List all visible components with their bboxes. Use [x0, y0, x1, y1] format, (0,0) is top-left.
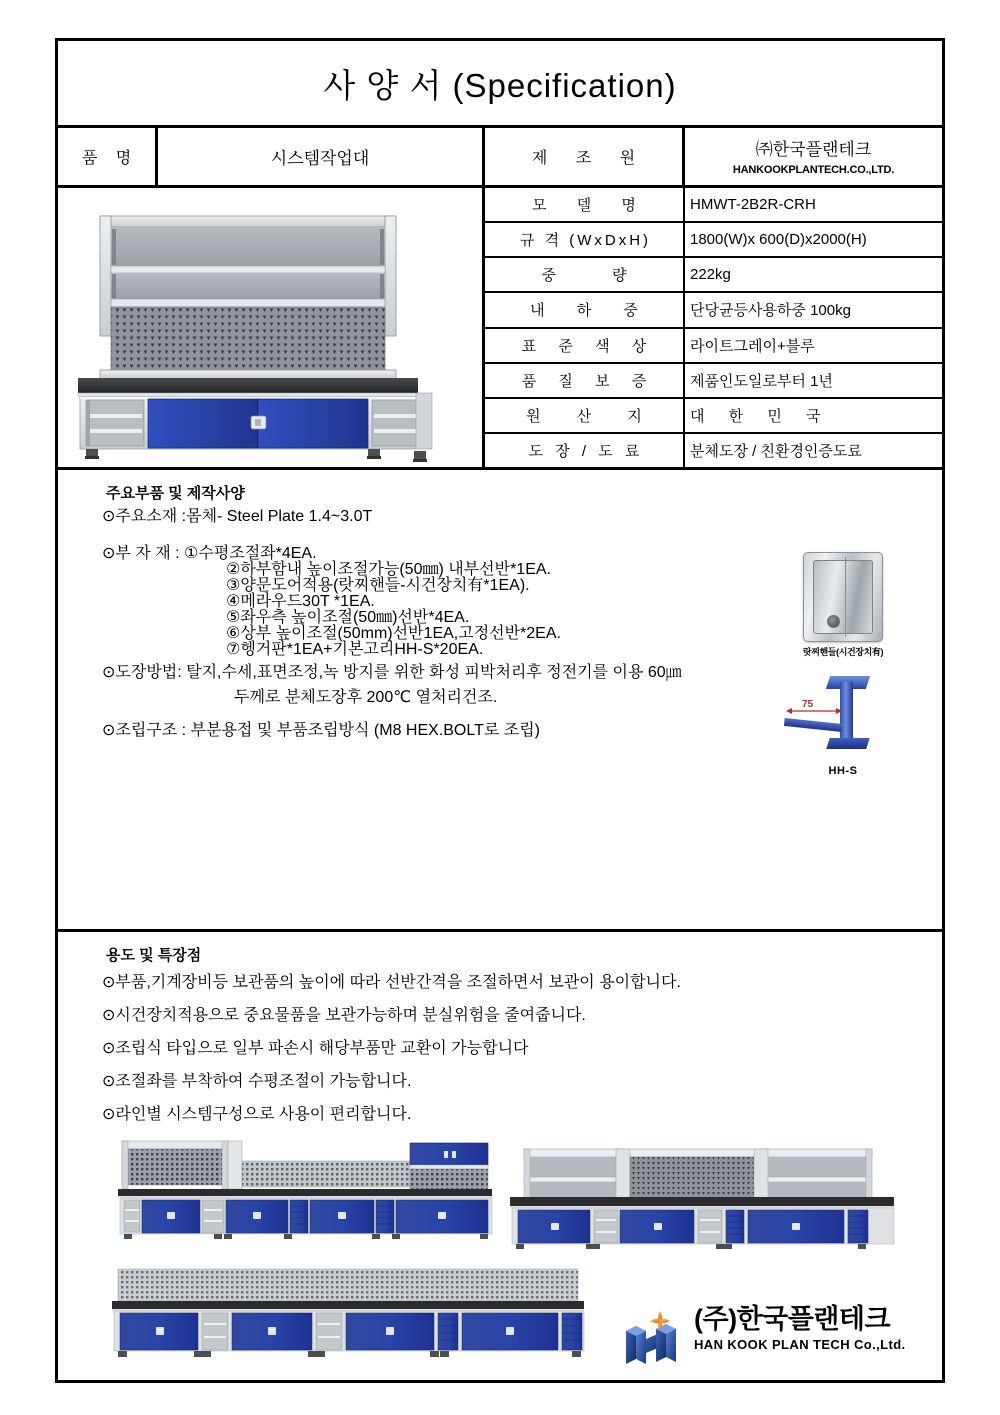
maker-label: 제 조 원	[485, 128, 685, 185]
product-info-block	[58, 128, 942, 470]
spec-row-model	[485, 188, 942, 223]
hook-dimension-arrow	[786, 699, 842, 716]
product-label: 품 명	[58, 128, 158, 185]
spec-value-weight: 222kg	[690, 266, 731, 284]
maker-name-en: HANKOOKPLANTECH.CO.,LTD.	[732, 163, 895, 176]
title-band	[58, 41, 942, 128]
feature-item-5: ⊙라인별 시스템구성으로 사용이 편리합니다.	[102, 1106, 412, 1123]
spec-row-origin	[485, 399, 942, 434]
product-photo-cell	[58, 188, 485, 467]
parts-section-heading: 주요부품 및 제작사양	[106, 485, 245, 502]
features-heading: 용도 및 특장점	[106, 947, 202, 964]
spec-key-coating: 도 장 / 도 료	[485, 434, 685, 467]
logo-mark-icon	[620, 1309, 684, 1371]
spec-value-warranty: 제품인도일로부터 1년	[690, 372, 833, 390]
spec-row-color	[485, 329, 942, 364]
spec-row-dimensions	[485, 223, 942, 258]
sub-material-item-5: ⑤좌우측 높이조절(50㎜)선반*4EA.	[226, 609, 470, 626]
sub-material-item-4: ④메라우드30T *1EA.	[226, 593, 375, 610]
workbench-illustration	[58, 188, 485, 464]
sub-material-label: ⊙부 자 재 :	[102, 545, 180, 562]
latch-caption: 랏찌핸들(시건장치有)	[802, 647, 884, 657]
logo-name-kr: (주)한국플랜테크	[694, 1304, 891, 1334]
features-section	[58, 932, 942, 1123]
spec-key-weight: 중 량	[485, 258, 685, 291]
hook-dimension-value: 75	[802, 699, 814, 710]
product-header-row	[58, 128, 942, 188]
hook-bottom-bracket	[826, 738, 870, 749]
spec-row-weight	[485, 258, 942, 293]
spec-value-origin: 대 한 민 국	[690, 407, 831, 425]
spec-key-origin: 원 산 지	[485, 399, 685, 432]
maker-cell	[685, 128, 942, 185]
spec-key-model: 모 델 명	[485, 188, 685, 221]
latch-inner-plate	[813, 560, 873, 634]
page-title: 사 양 서 (Specification)	[323, 66, 677, 104]
hook-image	[778, 672, 908, 764]
spec-key-warranty: 품 질 보 증	[485, 364, 685, 397]
hankook-plantech-logo-icon	[620, 1309, 684, 1371]
feature-item-1: ⊙부품,기계장비등 보관품의 높이에 따라 선반간격을 조절하면서 보관이 용이합니다.	[102, 974, 681, 991]
paint-method-line-2: 두께로 분체도장후 200℃ 열처리건조.	[234, 689, 498, 706]
latch-handle-image	[803, 552, 883, 642]
specification-sheet	[55, 38, 945, 1383]
spec-value-dimensions: 1800(W)x 600(D)x2000(H)	[690, 231, 867, 249]
spec-row-warranty	[485, 364, 942, 399]
system-line-illustration-2	[506, 1131, 898, 1263]
spec-key-color: 표 준 색 상	[485, 329, 685, 362]
spec-key-load: 내 하 중	[485, 293, 685, 326]
hook-model-label: HH-S	[828, 765, 858, 777]
spec-row-coating	[485, 434, 942, 467]
sub-material-item-2: ②하부함내 높이조절가능(50㎜) 내부선반*1EA.	[226, 561, 551, 578]
sub-material-item-6: ⑥상부 높이조절(50mm)선반1EA,고정선반*2EA.	[226, 625, 561, 642]
hook-arm	[784, 718, 843, 732]
logo-text	[694, 1305, 906, 1352]
gallery-image-1	[110, 1127, 500, 1262]
assembly-structure-line: ⊙조립구조 : 부분용접 및 부품조립방식 (M8 HEX.BOLT로 조립)	[102, 722, 541, 739]
spec-value-model: HMWT-2B2R-CRH	[690, 196, 816, 214]
dimension-arrow-icon	[786, 702, 842, 716]
sub-material-item-7: ⑦헹거판*1EA+기본고리HH-S*20EA.	[226, 641, 484, 658]
specification-table	[485, 188, 942, 467]
paint-method-line-1: ⊙도장방법: 탈지,수세,표면조정,녹 방지를 위한 화성 피박처리후 정전기를 이용 60㎛	[102, 664, 682, 681]
sub-material-item-3: ③양문도어적용(랏찌핸들-시건장치有*1EA).	[226, 577, 530, 594]
feature-item-3: ⊙조립식 타입으로 일부 파손시 해당부품만 교환이 가능합니다	[102, 1040, 529, 1057]
component-images	[778, 552, 908, 777]
spacer	[58, 525, 942, 546]
product-gallery	[58, 1127, 942, 1387]
spec-value-load: 단당균등사용하중 100kg	[690, 302, 851, 320]
spec-key-dimensions: 규 격 (WxDxH)	[485, 223, 685, 256]
gallery-image-2	[506, 1131, 898, 1263]
spec-value-color: 라이트그레이+블루	[690, 337, 815, 355]
spec-value-coating: 분체도장 / 친환경인증도료	[690, 442, 862, 460]
latch-split-line	[845, 557, 846, 637]
gallery-image-3	[110, 1265, 590, 1383]
maker-name-kr: ㈜한국플랜테크	[755, 140, 872, 160]
logo-name-en: HAN KOOK PLAN TECH Co.,Ltd.	[694, 1336, 906, 1352]
feature-item-2: ⊙시건장치적용으로 중요물품을 보관가능하며 분실위험을 줄여줍니다.	[102, 1007, 586, 1024]
feature-item-4: ⊙조절좌를 부착하여 수평조절이 가능합니다.	[102, 1073, 412, 1090]
company-logo	[616, 1297, 916, 1383]
product-name: 시스템작업대	[158, 128, 485, 185]
material-line: ⊙주요소재 :몸체- Steel Plate 1.4~3.0T	[102, 508, 373, 525]
parts-section	[58, 470, 942, 932]
sub-material-item-1: ①수평조절좌*4EA.	[184, 545, 317, 562]
system-line-illustration-1	[110, 1127, 500, 1262]
system-line-illustration-3	[110, 1265, 590, 1383]
product-photo-and-spec-row	[58, 188, 942, 467]
spec-row-load	[485, 293, 942, 328]
